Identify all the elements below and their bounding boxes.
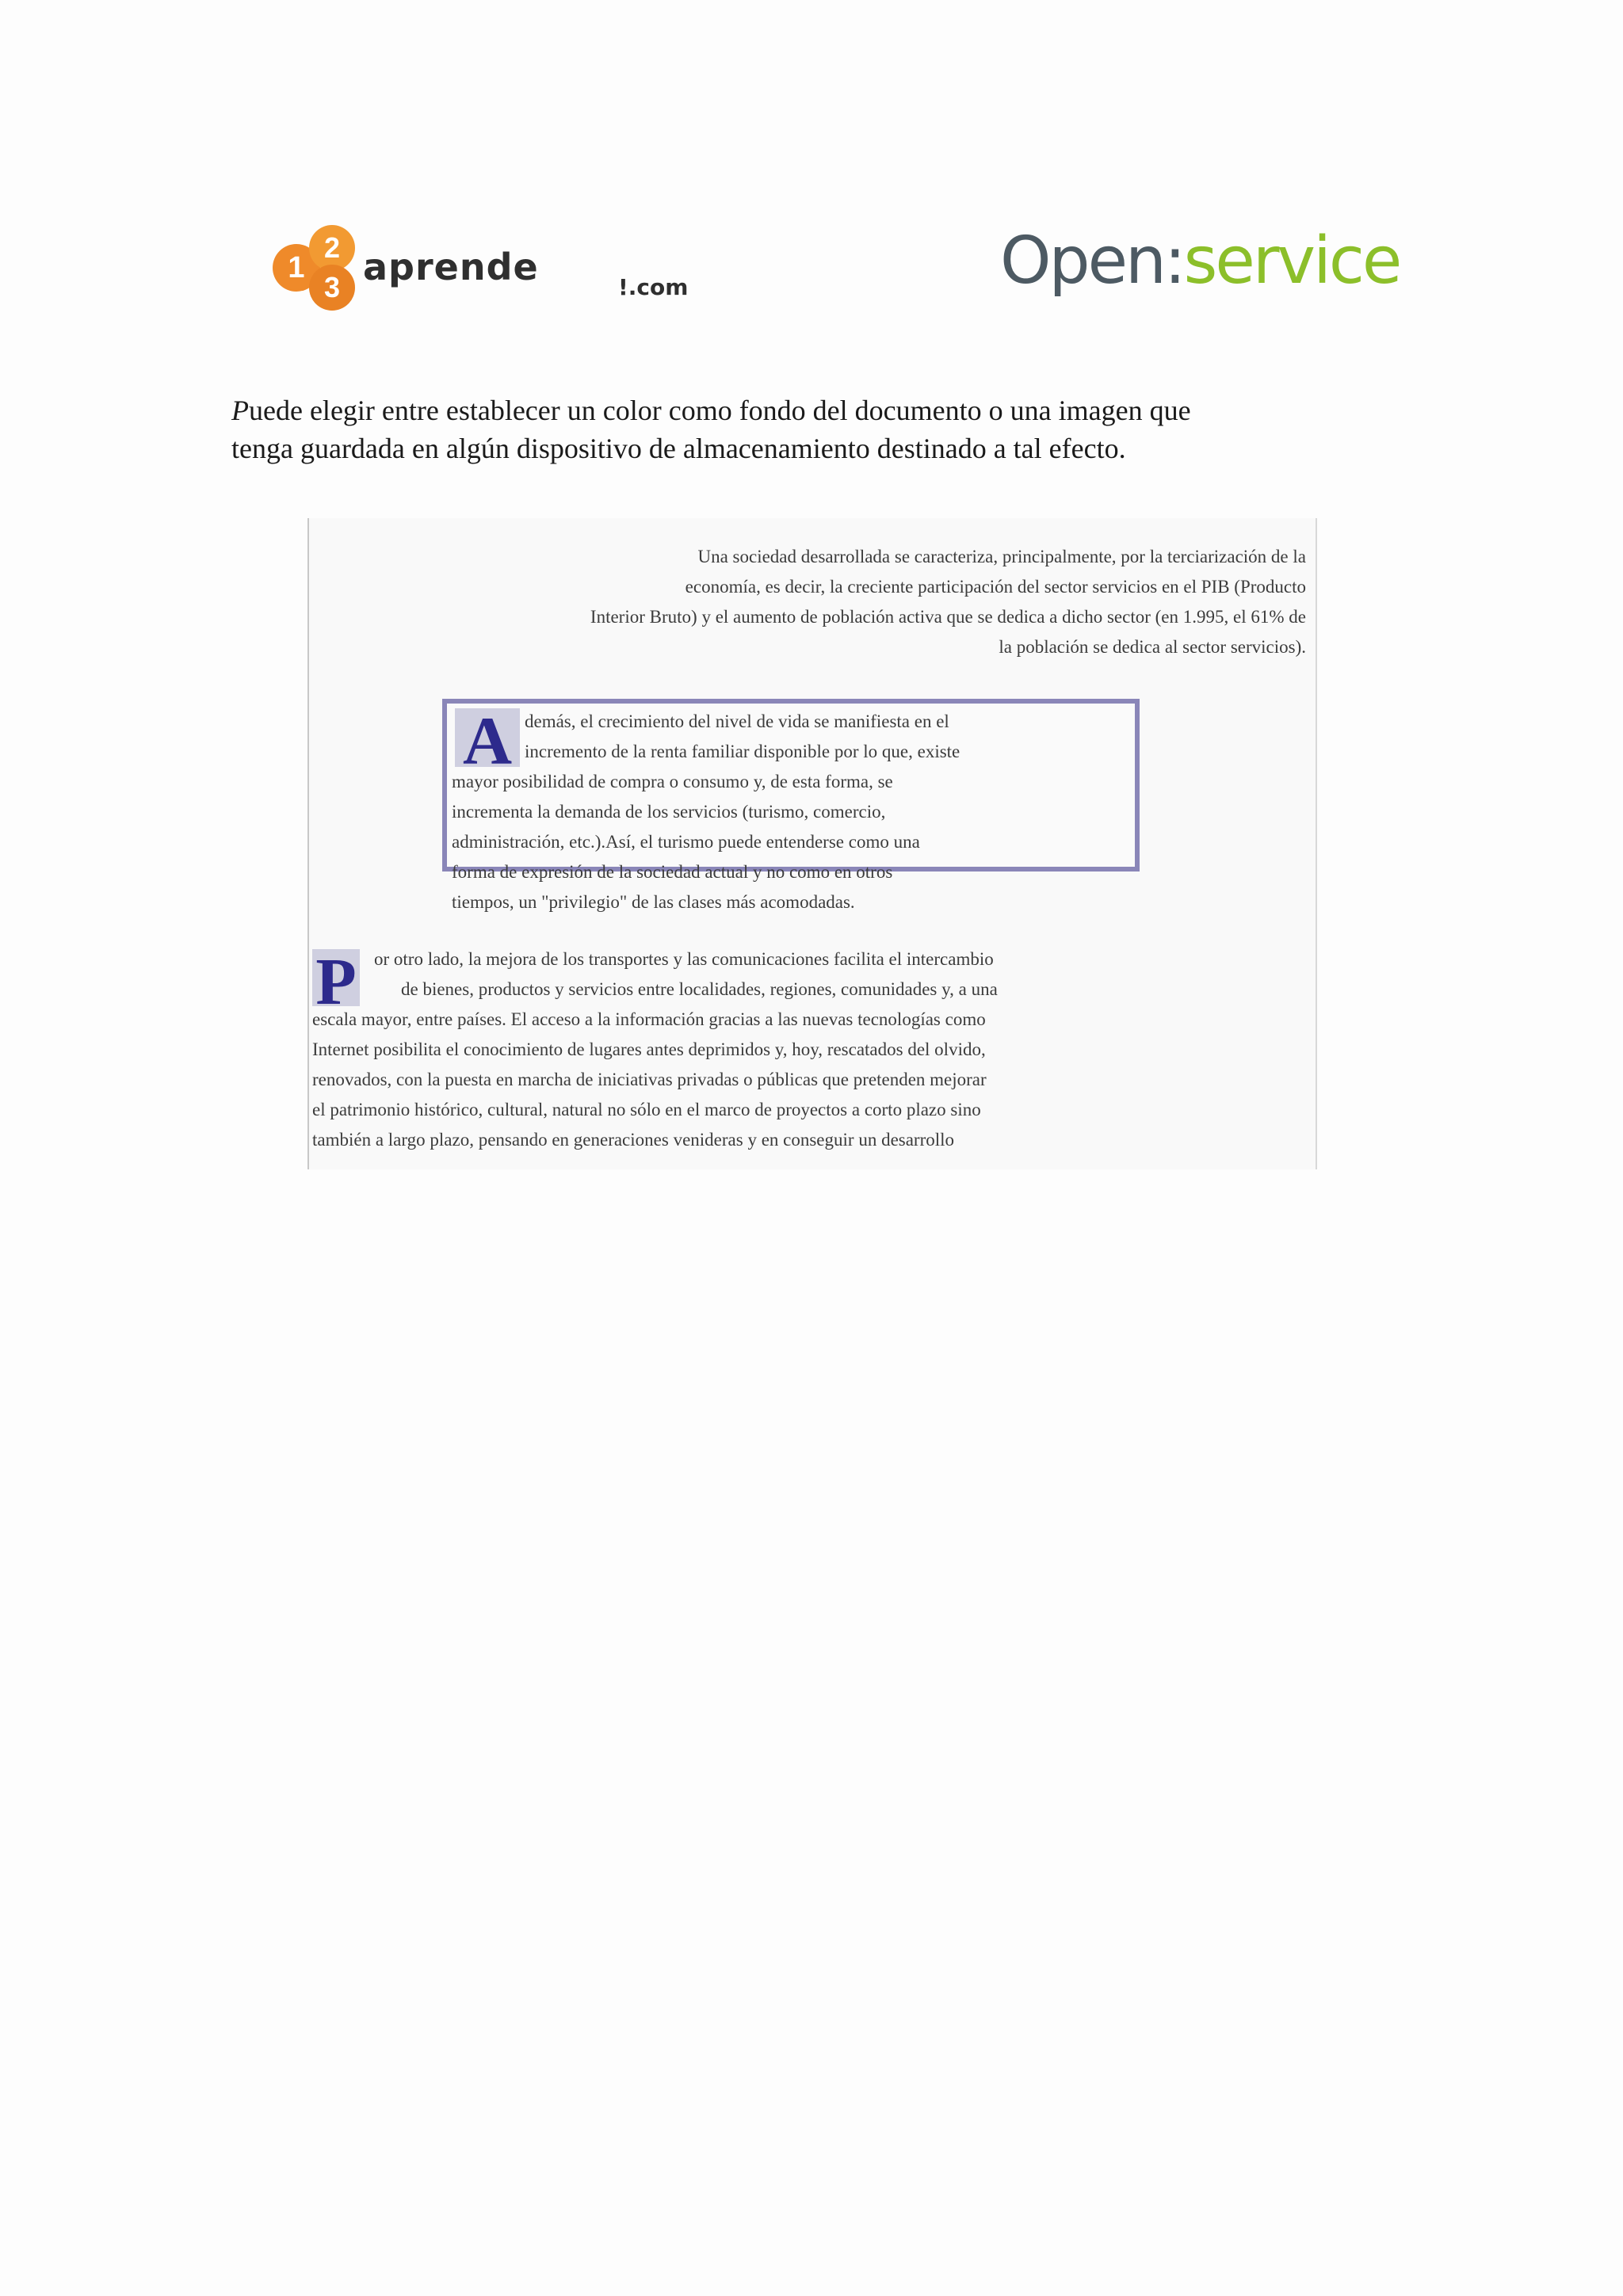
- intro-initial: P: [231, 395, 249, 426]
- logo-suffix: !.com: [618, 274, 689, 300]
- embedded-paragraph-3: [312, 944, 1295, 1155]
- para1-line: economía, es decir, la creciente participación del sector servicios en el PIB (Producto: [685, 577, 1306, 597]
- embedded-paragraph-1: [331, 542, 1306, 662]
- para3-line: renovados, con la puesta en marcha de iniciativas privadas o públicas que pretenden mejorar: [312, 1070, 987, 1089]
- boxed-paragraph: [442, 699, 1140, 912]
- boxed-line: mayor posibilidad de compra o consumo y, de esta forma, se: [452, 772, 893, 791]
- para1-line: Interior Bruto) y el aumento de población activa que se dedica a dicho sector (en 1.995, el 61% de: [590, 607, 1306, 627]
- boxed-line: demás, el crecimiento del nivel de vida se manifiesta en el: [525, 711, 949, 731]
- aprende-logo: [269, 223, 689, 315]
- logo-ball-1: 1: [273, 244, 320, 292]
- boxed-line: forma de expresión de la sociedad actual y no como en otros: [452, 862, 893, 882]
- embedded-image: [307, 518, 1317, 1169]
- openservice-logo: [1000, 222, 1400, 301]
- para1-line: la población se dedica al sector servicios).: [999, 637, 1306, 657]
- intro-line-1: uede elegir entre establecer un color como fondo del documento o una imagen que: [249, 395, 1191, 426]
- logo-ball-3: 3: [309, 265, 355, 311]
- para3-line: de bienes, productos y servicios entre localidades, regiones, comunidades y, a una: [401, 979, 998, 999]
- para3-line: escala mayor, entre países. El acceso a la información gracias a las nuevas tecnologías como: [312, 1009, 986, 1029]
- boxed-line: incremento de la renta familiar disponible por lo que, existe: [525, 742, 960, 761]
- dropcap-a: A: [455, 708, 520, 767]
- boxed-line: incrementa la demanda de los servicios (turismo, comercio,: [452, 802, 886, 822]
- para3-line: el patrimonio histórico, cultural, natural no sólo en el marco de proyectos a corto plazo sino: [312, 1100, 981, 1119]
- intro-paragraph: [231, 391, 1373, 467]
- logo-service-text: service: [1183, 223, 1400, 299]
- logo-word: aprende: [363, 246, 539, 288]
- dropcap-p: P: [312, 949, 360, 1006]
- logo-ball-2: 2: [309, 225, 355, 271]
- boxed-line: administración, etc.).Así, el turismo puede entenderse como una: [452, 832, 920, 852]
- logo-colon: :: [1164, 223, 1184, 299]
- para3-line: Internet posibilita el conocimiento de lugares antes deprimidos y, hoy, rescatados del olvido,: [312, 1039, 986, 1059]
- para3-line: también a largo plazo, pensando en generaciones venideras y en conseguir un desarrollo: [312, 1130, 955, 1150]
- intro-line-2: tenga guardada en algún dispositivo de almacenamiento destinado a tal efecto.: [231, 433, 1126, 464]
- logo-open-text: Open: [1000, 223, 1165, 299]
- boxed-line: tiempos, un "privilegio" de las clases más acomodadas.: [452, 892, 855, 912]
- para3-line: or otro lado, la mejora de los transportes y las comunicaciones facilita el intercambio: [374, 949, 994, 969]
- para1-line: Una sociedad desarrollada se caracteriza, principalmente, por la terciarización de la: [697, 547, 1306, 566]
